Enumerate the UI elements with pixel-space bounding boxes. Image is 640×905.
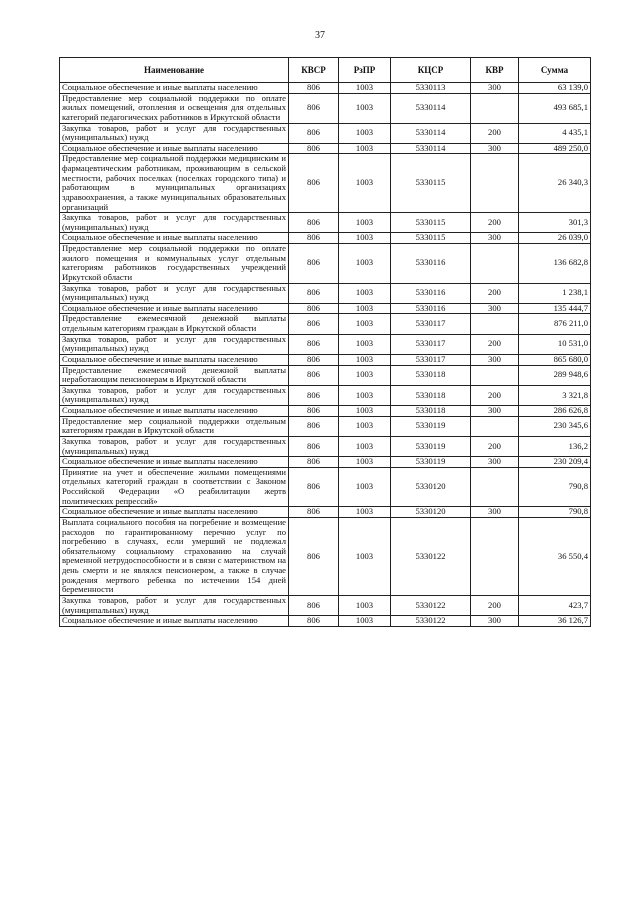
cell-kvr [471,365,519,385]
page-number: 37 [315,30,325,41]
cell-name: Закупка товаров, работ и услуг для государственных (муниципальных) нужд [60,213,289,233]
cell-kcsr: 5330117 [391,314,471,334]
cell-rzpr: 1003 [339,314,391,334]
cell-kcsr: 5330122 [391,616,471,627]
cell-sum: 10 531,0 [519,334,591,354]
table-row [60,143,591,154]
cell-rzpr: 1003 [339,233,391,244]
header-kvr: КВР [471,58,519,83]
cell-kcsr: 5330118 [391,406,471,417]
header-sum: Сумма [519,58,591,83]
cell-rzpr: 1003 [339,123,391,143]
cell-kvr: 300 [471,233,519,244]
cell-kcsr: 5330118 [391,385,471,405]
cell-name: Социальное обеспечение и иные выплаты населению [60,354,289,365]
cell-name: Закупка товаров, работ и услуг для государственных (муниципальных) нужд [60,123,289,143]
table-row [60,303,591,314]
cell-kcsr: 5330116 [391,244,471,284]
cell-kvsr: 806 [289,334,339,354]
cell-kvr [471,314,519,334]
cell-sum: 790,8 [519,467,591,507]
cell-kcsr: 5330113 [391,83,471,94]
cell-kcsr: 5330116 [391,303,471,314]
cell-rzpr: 1003 [339,507,391,518]
cell-kvsr: 806 [289,616,339,627]
cell-name: Предоставление ежемесячной денежной выплаты отдельным категориям граждан в Иркутской области [60,314,289,334]
cell-kvr: 300 [471,406,519,417]
table-row [60,233,591,244]
cell-kvsr: 806 [289,213,339,233]
cell-kvsr: 806 [289,354,339,365]
cell-kvsr: 806 [289,93,339,123]
cell-kvr [471,517,519,595]
cell-sum: 136 682,8 [519,244,591,284]
cell-kcsr: 5330122 [391,595,471,615]
cell-name: Социальное обеспечение и иные выплаты населению [60,457,289,468]
cell-kcsr: 5330119 [391,436,471,456]
cell-kvsr: 806 [289,233,339,244]
table-row [60,616,591,627]
cell-kcsr: 5330114 [391,143,471,154]
table-row [60,123,591,143]
cell-name: Предоставление ежемесячной денежной выплаты неработающим пенсионерам в Иркутской области [60,365,289,385]
cell-sum: 876 211,0 [519,314,591,334]
table-row [60,406,591,417]
cell-name: Закупка товаров, работ и услуг для государственных (муниципальных) нужд [60,283,289,303]
cell-kvr: 200 [471,334,519,354]
cell-kvr: 300 [471,616,519,627]
cell-rzpr: 1003 [339,93,391,123]
cell-sum: 489 250,0 [519,143,591,154]
cell-rzpr: 1003 [339,467,391,507]
cell-kcsr: 5330120 [391,507,471,518]
table-row [60,436,591,456]
table-row [60,416,591,436]
cell-rzpr: 1003 [339,595,391,615]
cell-kvsr: 806 [289,365,339,385]
cell-name: Закупка товаров, работ и услуг для государственных (муниципальных) нужд [60,436,289,456]
cell-kvr: 300 [471,303,519,314]
cell-sum: 423,7 [519,595,591,615]
cell-sum: 286 626,8 [519,406,591,417]
cell-rzpr: 1003 [339,154,391,213]
cell-name: Закупка товаров, работ и услуг для государственных (муниципальных) нужд [60,334,289,354]
cell-kvr: 300 [471,457,519,468]
cell-name: Социальное обеспечение и иные выплаты населению [60,233,289,244]
cell-name: Социальное обеспечение и иные выплаты населению [60,406,289,417]
cell-kcsr: 5330115 [391,154,471,213]
cell-kcsr: 5330114 [391,93,471,123]
cell-sum: 4 435,1 [519,123,591,143]
cell-sum: 36 126,7 [519,616,591,627]
cell-name: Закупка товаров, работ и услуг для государственных (муниципальных) нужд [60,595,289,615]
cell-kvr: 300 [471,83,519,94]
cell-kvsr: 806 [289,143,339,154]
cell-rzpr: 1003 [339,244,391,284]
cell-rzpr: 1003 [339,436,391,456]
header-name: Наименование [60,58,289,83]
cell-kcsr: 5330115 [391,233,471,244]
cell-name: Закупка товаров, работ и услуг для государственных (муниципальных) нужд [60,385,289,405]
cell-kvsr: 806 [289,436,339,456]
cell-kvsr: 806 [289,406,339,417]
cell-kvr [471,154,519,213]
cell-name: Социальное обеспечение и иные выплаты населению [60,616,289,627]
cell-kvr [471,467,519,507]
cell-rzpr: 1003 [339,143,391,154]
table-row [60,457,591,468]
table-row [60,154,591,213]
cell-kcsr: 5330122 [391,517,471,595]
cell-kvsr: 806 [289,517,339,595]
cell-sum: 1 238,1 [519,283,591,303]
cell-rzpr: 1003 [339,365,391,385]
cell-kvsr: 806 [289,83,339,94]
cell-sum: 230 209,4 [519,457,591,468]
cell-name: Социальное обеспечение и иные выплаты населению [60,83,289,94]
cell-kcsr: 5330120 [391,467,471,507]
cell-kvsr: 806 [289,467,339,507]
cell-name: Социальное обеспечение и иные выплаты населению [60,507,289,518]
table-body [60,83,591,627]
table-row [60,334,591,354]
cell-kvsr: 806 [289,303,339,314]
cell-kcsr: 5330117 [391,354,471,365]
cell-sum: 63 139,0 [519,83,591,94]
cell-kvsr: 806 [289,154,339,213]
table-row [60,213,591,233]
budget-table [59,57,591,627]
cell-kvr: 300 [471,143,519,154]
cell-kcsr: 5330119 [391,457,471,468]
cell-rzpr: 1003 [339,83,391,94]
table-row [60,517,591,595]
cell-kvr: 300 [471,507,519,518]
cell-name: Принятие на учет и обеспечение жилыми помещениями отдельных категорий граждан в соответствии с Законом Российской Федерации «О реабилитации жертв политических репрессий» [60,467,289,507]
cell-rzpr: 1003 [339,416,391,436]
cell-kvsr: 806 [289,416,339,436]
cell-name: Предоставление мер социальной поддержки по оплате жилых помещений, отопления и освещения для отдельных категорий педагогических работников в Иркутской области [60,93,289,123]
cell-kvsr: 806 [289,283,339,303]
cell-rzpr: 1003 [339,283,391,303]
cell-kvsr: 806 [289,123,339,143]
cell-kcsr: 5330118 [391,365,471,385]
cell-sum: 26 039,0 [519,233,591,244]
cell-kvr: 300 [471,354,519,365]
cell-sum: 230 345,6 [519,416,591,436]
cell-name: Предоставление мер социальной поддержки по оплате жилого помещения и коммунальных услуг отдельным категориям работников государственных учреждений Иркутской области [60,244,289,284]
cell-rzpr: 1003 [339,406,391,417]
cell-kvr: 200 [471,213,519,233]
cell-name: Выплата социального пособия на погребение и возмещение расходов по гарантированному перечню услуг по погребению в случаях, если умерший не подлежал обязательному социальному страхованию на случай временной нетрудоспособности и в связи с материнством на день смерти и не являлся пенсионером, а также в случае рождения мертвого ребенка по истечении 154 дней беременности [60,517,289,595]
cell-rzpr: 1003 [339,334,391,354]
cell-kvr [471,416,519,436]
cell-kvr: 200 [471,283,519,303]
cell-kvr: 200 [471,436,519,456]
cell-rzpr: 1003 [339,616,391,627]
cell-rzpr: 1003 [339,385,391,405]
cell-kvsr: 806 [289,314,339,334]
cell-sum: 36 550,4 [519,517,591,595]
cell-rzpr: 1003 [339,517,391,595]
cell-name: Социальное обеспечение и иные выплаты населению [60,143,289,154]
cell-rzpr: 1003 [339,213,391,233]
cell-kvr [471,93,519,123]
cell-sum: 790,8 [519,507,591,518]
cell-sum: 289 948,6 [519,365,591,385]
cell-kcsr: 5330117 [391,334,471,354]
cell-name: Предоставление мер социальной поддержки медицинским и фармацевтическим работникам, проживающим в сельской местности, рабочих поселках (поселках городского типа) и работающим в муниципальных организациях здравоохранения, а также муниципальных образовательных организаций [60,154,289,213]
cell-kvr: 200 [471,385,519,405]
header-kvsr: КВСР [289,58,339,83]
cell-name: Социальное обеспечение и иные выплаты населению [60,303,289,314]
header-rzpr: РзПР [339,58,391,83]
table-row [60,283,591,303]
cell-sum: 865 680,0 [519,354,591,365]
table-row [60,244,591,284]
cell-kvr: 200 [471,595,519,615]
cell-sum: 26 340,3 [519,154,591,213]
cell-kcsr: 5330115 [391,213,471,233]
cell-kcsr: 5330116 [391,283,471,303]
table-header-row [60,58,591,83]
cell-rzpr: 1003 [339,457,391,468]
cell-sum: 3 321,8 [519,385,591,405]
table-row [60,93,591,123]
table-row [60,365,591,385]
header-kcsr: КЦСР [391,58,471,83]
cell-kvsr: 806 [289,457,339,468]
table-row [60,314,591,334]
table-row [60,354,591,365]
table-row [60,385,591,405]
cell-kvr [471,244,519,284]
cell-sum: 301,3 [519,213,591,233]
table-row [60,467,591,507]
cell-kvsr: 806 [289,244,339,284]
cell-kvsr: 806 [289,507,339,518]
cell-kvsr: 806 [289,595,339,615]
cell-sum: 136,2 [519,436,591,456]
cell-kvsr: 806 [289,385,339,405]
cell-sum: 135 444,7 [519,303,591,314]
cell-sum: 493 685,1 [519,93,591,123]
table-row [60,595,591,615]
cell-kvr: 200 [471,123,519,143]
cell-kcsr: 5330119 [391,416,471,436]
cell-rzpr: 1003 [339,303,391,314]
table-row [60,507,591,518]
cell-rzpr: 1003 [339,354,391,365]
cell-name: Предоставление мер социальной поддержки отдельным категориям граждан в Иркутской области [60,416,289,436]
cell-kcsr: 5330114 [391,123,471,143]
table-row [60,83,591,94]
